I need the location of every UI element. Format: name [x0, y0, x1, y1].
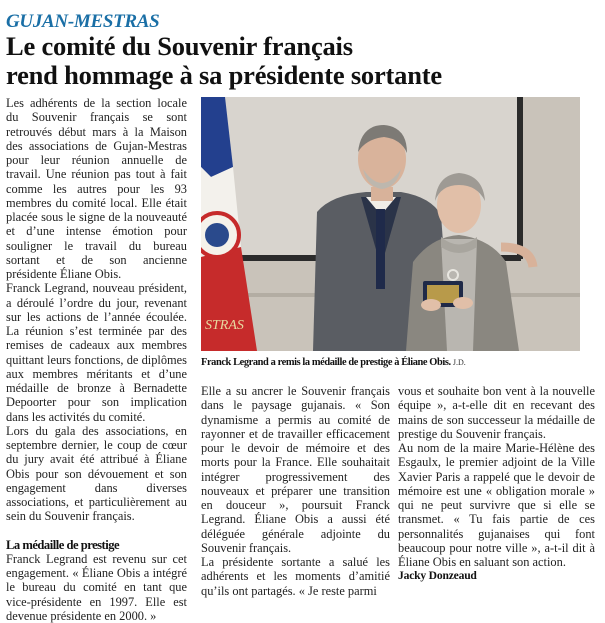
headline-line-1: Le comité du Souvenir français	[6, 31, 353, 61]
paragraph: vous et souhaite bon vent à la nouvelle équipe », a-t-elle dit en recevant des mains de son successeur la médaille de prestige du Souvenir français.	[398, 384, 595, 441]
author-signature: Jacky Donzeaud	[398, 569, 477, 583]
paragraph: Lors du gala des associations, en septembre dernier, le coup de cœur du jury avait été attribué à Éliane Obis pour son dévouement et son engagement dans diverses associations, et particulièrement au sein du Souvenir français.	[6, 423, 187, 524]
paragraph: Franck Legrand, nouveau président, a déroulé l’ordre du jour, revenant sur les actions de l’année écoulée. La réunion s’est terminée par des remises de cadeaux aux membres quittant leurs fonctions, de diplômes aux membres méritants et d’une médaille de bronze à Bernadette Depoorter pour son implication dans les activités du comité.	[6, 281, 187, 424]
photo-caption	[201, 357, 596, 368]
photo-credit: J.D.	[452, 358, 466, 367]
section-kicker: GUJAN-MESTRAS	[6, 11, 160, 32]
article-column-3	[398, 384, 595, 584]
article-column-2	[201, 384, 390, 598]
article-column-1	[6, 96, 187, 623]
paragraph: La présidente sortante a salué les adhérents et les moments d’amitié qu’ils ont partagés. « Je reste parmi	[201, 555, 390, 598]
paragraph: Au nom de la maire Marie-Hélène des Esgaulx, le premier adjoint de la Ville Xavier Paris a rappelé que le devoir de mémoire est une « obligation morale » qui ne peut survivre que si elle se transmet. « Tu fais partie de ces personnalités gujanaises qui font beaucoup pour notre ville », a-t-il dit à Éliane Obis en saluant son action.	[398, 441, 595, 569]
paragraph: Franck Legrand est revenu sur cet engagement. « Éliane Obis a intégré le bureau du comité en tant que vice-présidente en 1997. Elle est devenue présidente en 2000. »	[6, 551, 187, 623]
article-photo	[201, 97, 580, 351]
paragraph: Elle a su ancrer le Souvenir français dans le paysage gujanais. « Son dynamisme a permis au comité de rayonner et de travailler efficacement pour le devoir de mémoire et des morts pour la France. Elle souhaitait intégrer progressivement des nouveaux et préparer une transition en douceur », poursuit Franck Legrand. Éliane Obis a aussi été déléguée générale adjointe du Souvenir français.	[201, 384, 390, 555]
paragraph: Les adhérents de la section locale du Souvenir français se sont retrouvés début mars à la Maison des associations de Gujan-Mestras pour leur réunion annuelle de travail. Une réunion pas tout à fait comme les autres pour les 93 membres du comité local. Elle était placée sous le signe de la nouveauté et d’une intense émotion pour souligner le travail du bureau sortant et de son ancienne présidente Éliane Obis.	[6, 96, 187, 281]
caption-text: Franck Legrand a remis la médaille de prestige à Éliane Obis.	[201, 357, 451, 368]
headline-line-2: rend hommage à sa présidente sortante	[6, 60, 442, 90]
subheading: La médaille de prestige	[6, 537, 120, 552]
headline	[6, 32, 601, 90]
flag-text: STRAS	[205, 318, 244, 333]
